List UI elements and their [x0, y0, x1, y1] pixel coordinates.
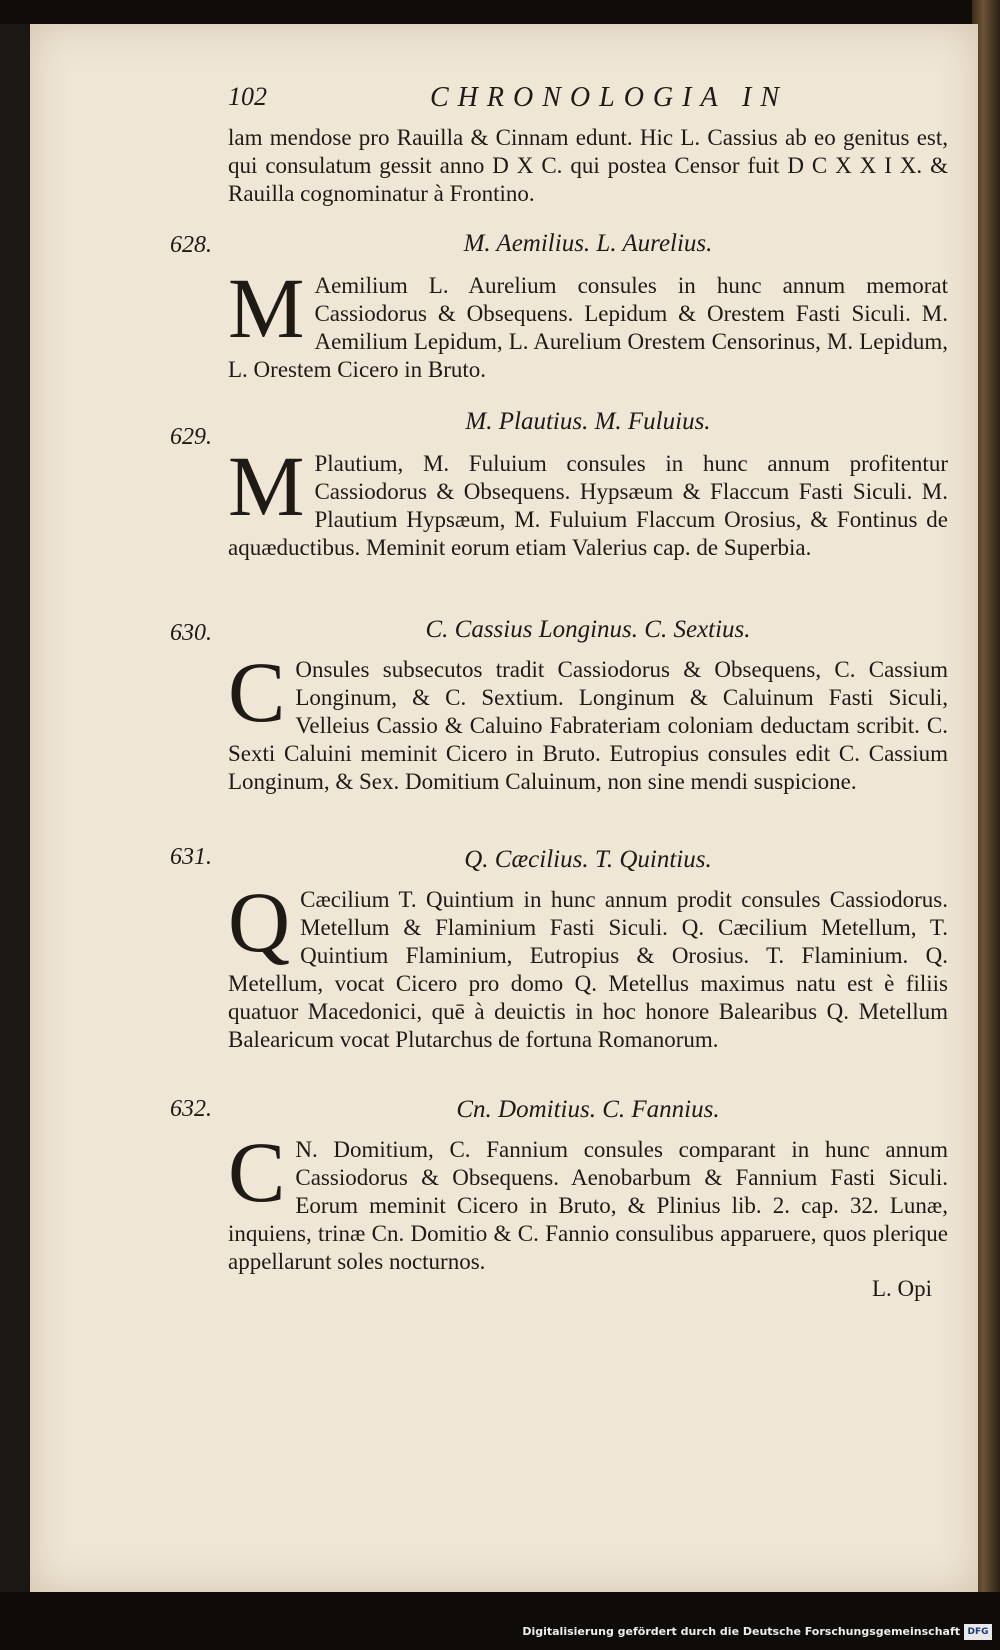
drop-cap: C — [228, 1124, 286, 1220]
drop-cap: C — [228, 644, 286, 740]
opening-paragraph: lam mendose pro Rauilla & Cinnam edunt. Hic L. Cassius ab eo genitus est, qui consulatum gessit anno D X C. qui postea Censor fuit D C X X I X. & Rauilla cognominatur à Frontino. — [228, 125, 948, 206]
book-page — [30, 24, 978, 1592]
running-title: CHRONOLOGIA IN — [430, 82, 789, 113]
year-marker: 630. — [170, 620, 212, 646]
drop-cap: Q — [228, 874, 291, 970]
dfg-logo: DFG — [964, 1624, 992, 1640]
entry-paragraph — [228, 644, 948, 824]
scan-footer — [0, 1592, 1000, 1650]
entry-text: Cæcilium T. Quintium in hunc annum prodit consules Cassiodorus. Metellum & Flaminium Fasti Siculi. Q. Cæcilium Metellum, T. Quintium Flaminium, Eutropius & Orosius. T. Flaminium. Q. Metellum, vocat Cicero pro domo Q. Metellus maximus natu est è filiis quatuor Macedonici, quē à deuictis in hoc honore Balearibus Q. Metellum Balearicum vocat Plutarchus de fortuna Romanorum. — [228, 887, 948, 1052]
consul-heading: C. Cassius Longinus. C. Sextius. — [425, 616, 751, 643]
entry-paragraph — [228, 1124, 948, 1276]
year-marker: 628. — [170, 232, 212, 258]
drop-cap: M — [228, 260, 305, 356]
entry-text: Aemilium L. Aurelium consules in hunc annum memorat Cassiodorus & Obsequens. Lepidum & Orestem Fasti Siculi. M. Aemilium Lepidum, L. Aurelium Orestem Censorinus, M. Lepidum, L. Orestem Cicero in Bruto. — [228, 273, 948, 382]
entry-paragraph — [228, 438, 948, 590]
entry-paragraph — [228, 874, 948, 1082]
entry-text: Onsules subsecutos tradit Cassiodorus & Obsequens, C. Cassium Longinum, & C. Sextium. Longinum & Caluinum Fasti Siculi, Velleius Cassio & Caluino Fabrateriam coloniam deductam scribit. C. Sexti Caluini meminit Cicero in Bruto. Eutropius consules edit C. Cassium Longinum, & Sex. Domitium Caluinum, non sine mendi suspicione. — [228, 657, 948, 794]
consul-heading: M. Plautius. M. Fuluius. — [465, 408, 711, 435]
year-marker: 632. — [170, 1096, 212, 1122]
running-head — [30, 82, 978, 122]
catchword: L. Opi — [871, 1276, 932, 1301]
year-marker: 629. — [170, 424, 212, 450]
entry-text: Plautium, M. Fuluium consules in hunc annum profitentur Cassiodorus & Obsequens. Hypsæum & Flaccum Fasti Siculi. M. Plautium Hypsæum, M. Fuluium Flaccum Orosius, & Fontinus de aquæductibus. Meminit eorum etiam Valerius cap. de Superbia. — [228, 451, 948, 560]
consul-heading: Q. Cæcilius. T. Quintius. — [464, 846, 712, 873]
page-number: 102 — [228, 82, 267, 111]
entry-paragraph — [228, 260, 948, 384]
drop-cap: M — [228, 438, 305, 534]
scan-top-edge — [0, 0, 1000, 24]
entry-text: N. Domitium, C. Fannium consules comparant in hunc annum Cassiodorus & Obsequens. Aenobarbum & Fannium Fasti Siculi. Eorum meminit Cicero in Bruto, & Plinius lib. 2. cap. 32. Lunæ, inquiens, trinæ Cn. Domitio & C. Fannio consulibus apparuere, quos plerique appellarunt soles nocturnos. — [228, 1137, 948, 1274]
consul-heading: M. Aemilius. L. Aurelius. — [463, 230, 713, 257]
funding-credit: Digitalisierung gefördert durch die Deutsche Forschungsgemeinschaft — [522, 1625, 960, 1638]
consul-heading: Cn. Domitius. C. Fannius. — [456, 1096, 720, 1123]
year-marker: 631. — [170, 844, 212, 870]
